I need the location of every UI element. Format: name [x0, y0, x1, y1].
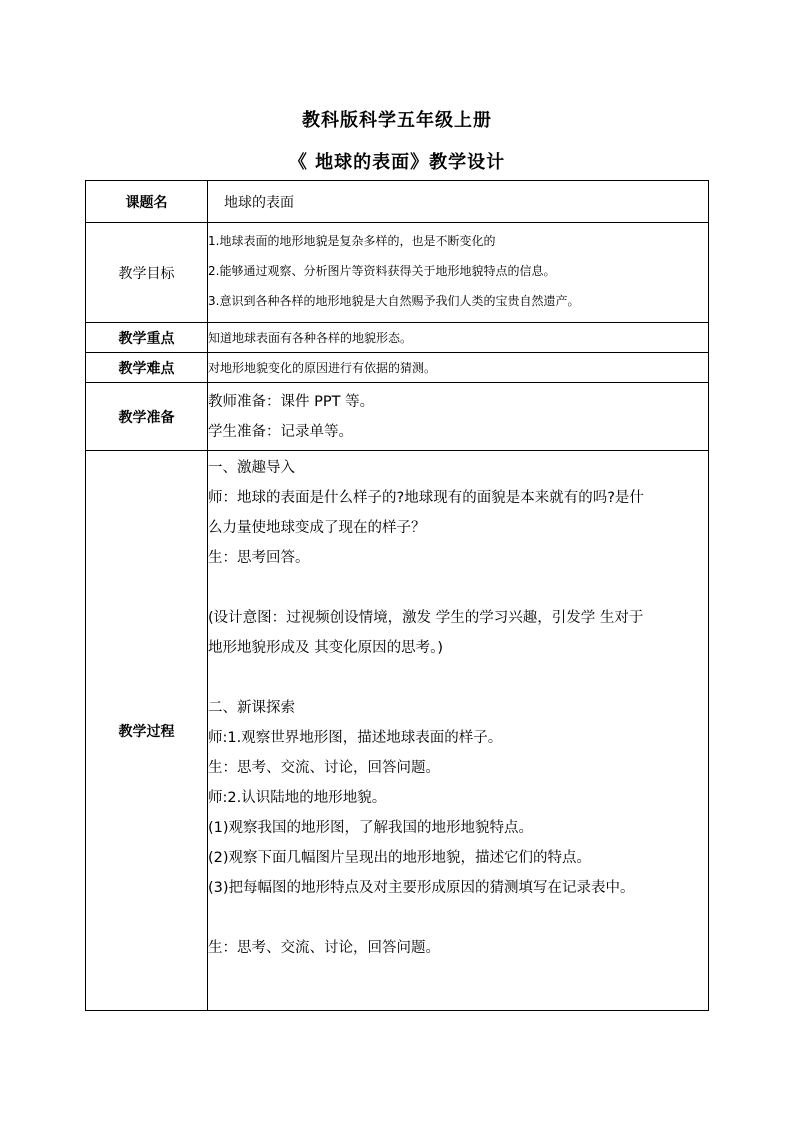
- blank-line: [208, 663, 708, 693]
- process-line: (3)把每幅图的地形特点及对主要形成原因的猜测填写在记录表中。: [208, 880, 635, 896]
- goal-item: 3.意识到各种各样的地形地貌是大自然赐予我们人类的宝贵自然遗产。: [208, 293, 580, 308]
- difficulty-label: 教学难点: [86, 353, 208, 383]
- process-label: 教学过程: [86, 451, 208, 1011]
- process-line: (设计意图：过视频创设情境，激发 学生的学习兴趣，引发学 生对于: [208, 610, 644, 626]
- process-line: 么力量使地球变成了现在的样子？: [208, 520, 426, 536]
- document-subtitle: 《 地球的表面》教学设计: [288, 152, 506, 173]
- blank-line: [208, 903, 708, 933]
- student-preparation: 学生准备：记录单等。: [208, 423, 353, 440]
- process-line: 一、激趣导入: [208, 460, 295, 476]
- row-difficulty: [86, 353, 709, 383]
- document-title: 教科版科学五年级上册: [302, 110, 492, 131]
- process-line: (1)观察我国的地形图，了解我国的地形地貌特点。: [208, 820, 534, 836]
- preparation-label: 教学准备: [86, 383, 208, 451]
- process-line: 二、新课探索: [208, 700, 295, 716]
- blank-line: [208, 573, 708, 603]
- process-line: (2)观察下面几幅图片呈现出的地形地貌，描述它们的特点。: [208, 850, 592, 866]
- process-line: 地形地貌形成及 其变化原因的思考。): [208, 640, 444, 656]
- goal-item: 2.能够通过观察、分析图片等资料获得关于地形地貌特点的信息。: [208, 263, 556, 278]
- goals-label: 教学目标: [86, 223, 208, 323]
- difficulty-value: 对地形地貌变化的原因进行有依据的猜测。: [208, 353, 709, 383]
- goal-item: 1.地球表面的地形地貌是复杂多样的，也是不断变化的: [208, 233, 496, 248]
- key-point-label: 教学重点: [86, 323, 208, 353]
- row-topic: [86, 181, 709, 223]
- teacher-preparation: 教师准备：课件 PPT 等。: [208, 393, 375, 410]
- row-key-point: [86, 323, 709, 353]
- process-line: 生：思考回答。: [208, 550, 310, 566]
- row-goals: [86, 223, 709, 323]
- row-process: [86, 451, 709, 1011]
- process-line: 生：思考、交流、讨论，回答问题。: [208, 940, 440, 956]
- process-line: 师:1.观察世界地形图，描述地球表面的样子。: [208, 730, 503, 746]
- topic-label: 课题名: [86, 181, 208, 223]
- key-point-value: 知道地球表面有各种各样的地貌形态。: [208, 323, 709, 353]
- row-preparation: [86, 383, 709, 451]
- lesson-plan-table: [85, 180, 709, 1011]
- process-line: 生：思考、交流、讨论，回答问题。: [208, 760, 440, 776]
- process-line: 师：地球的表面是什么样子的?地球现有的面貌是本来就有的吗?是什: [208, 490, 644, 506]
- process-line: 师:2.认识陆地的地形地貌。: [208, 790, 387, 806]
- topic-value: 地球的表面: [224, 194, 294, 211]
